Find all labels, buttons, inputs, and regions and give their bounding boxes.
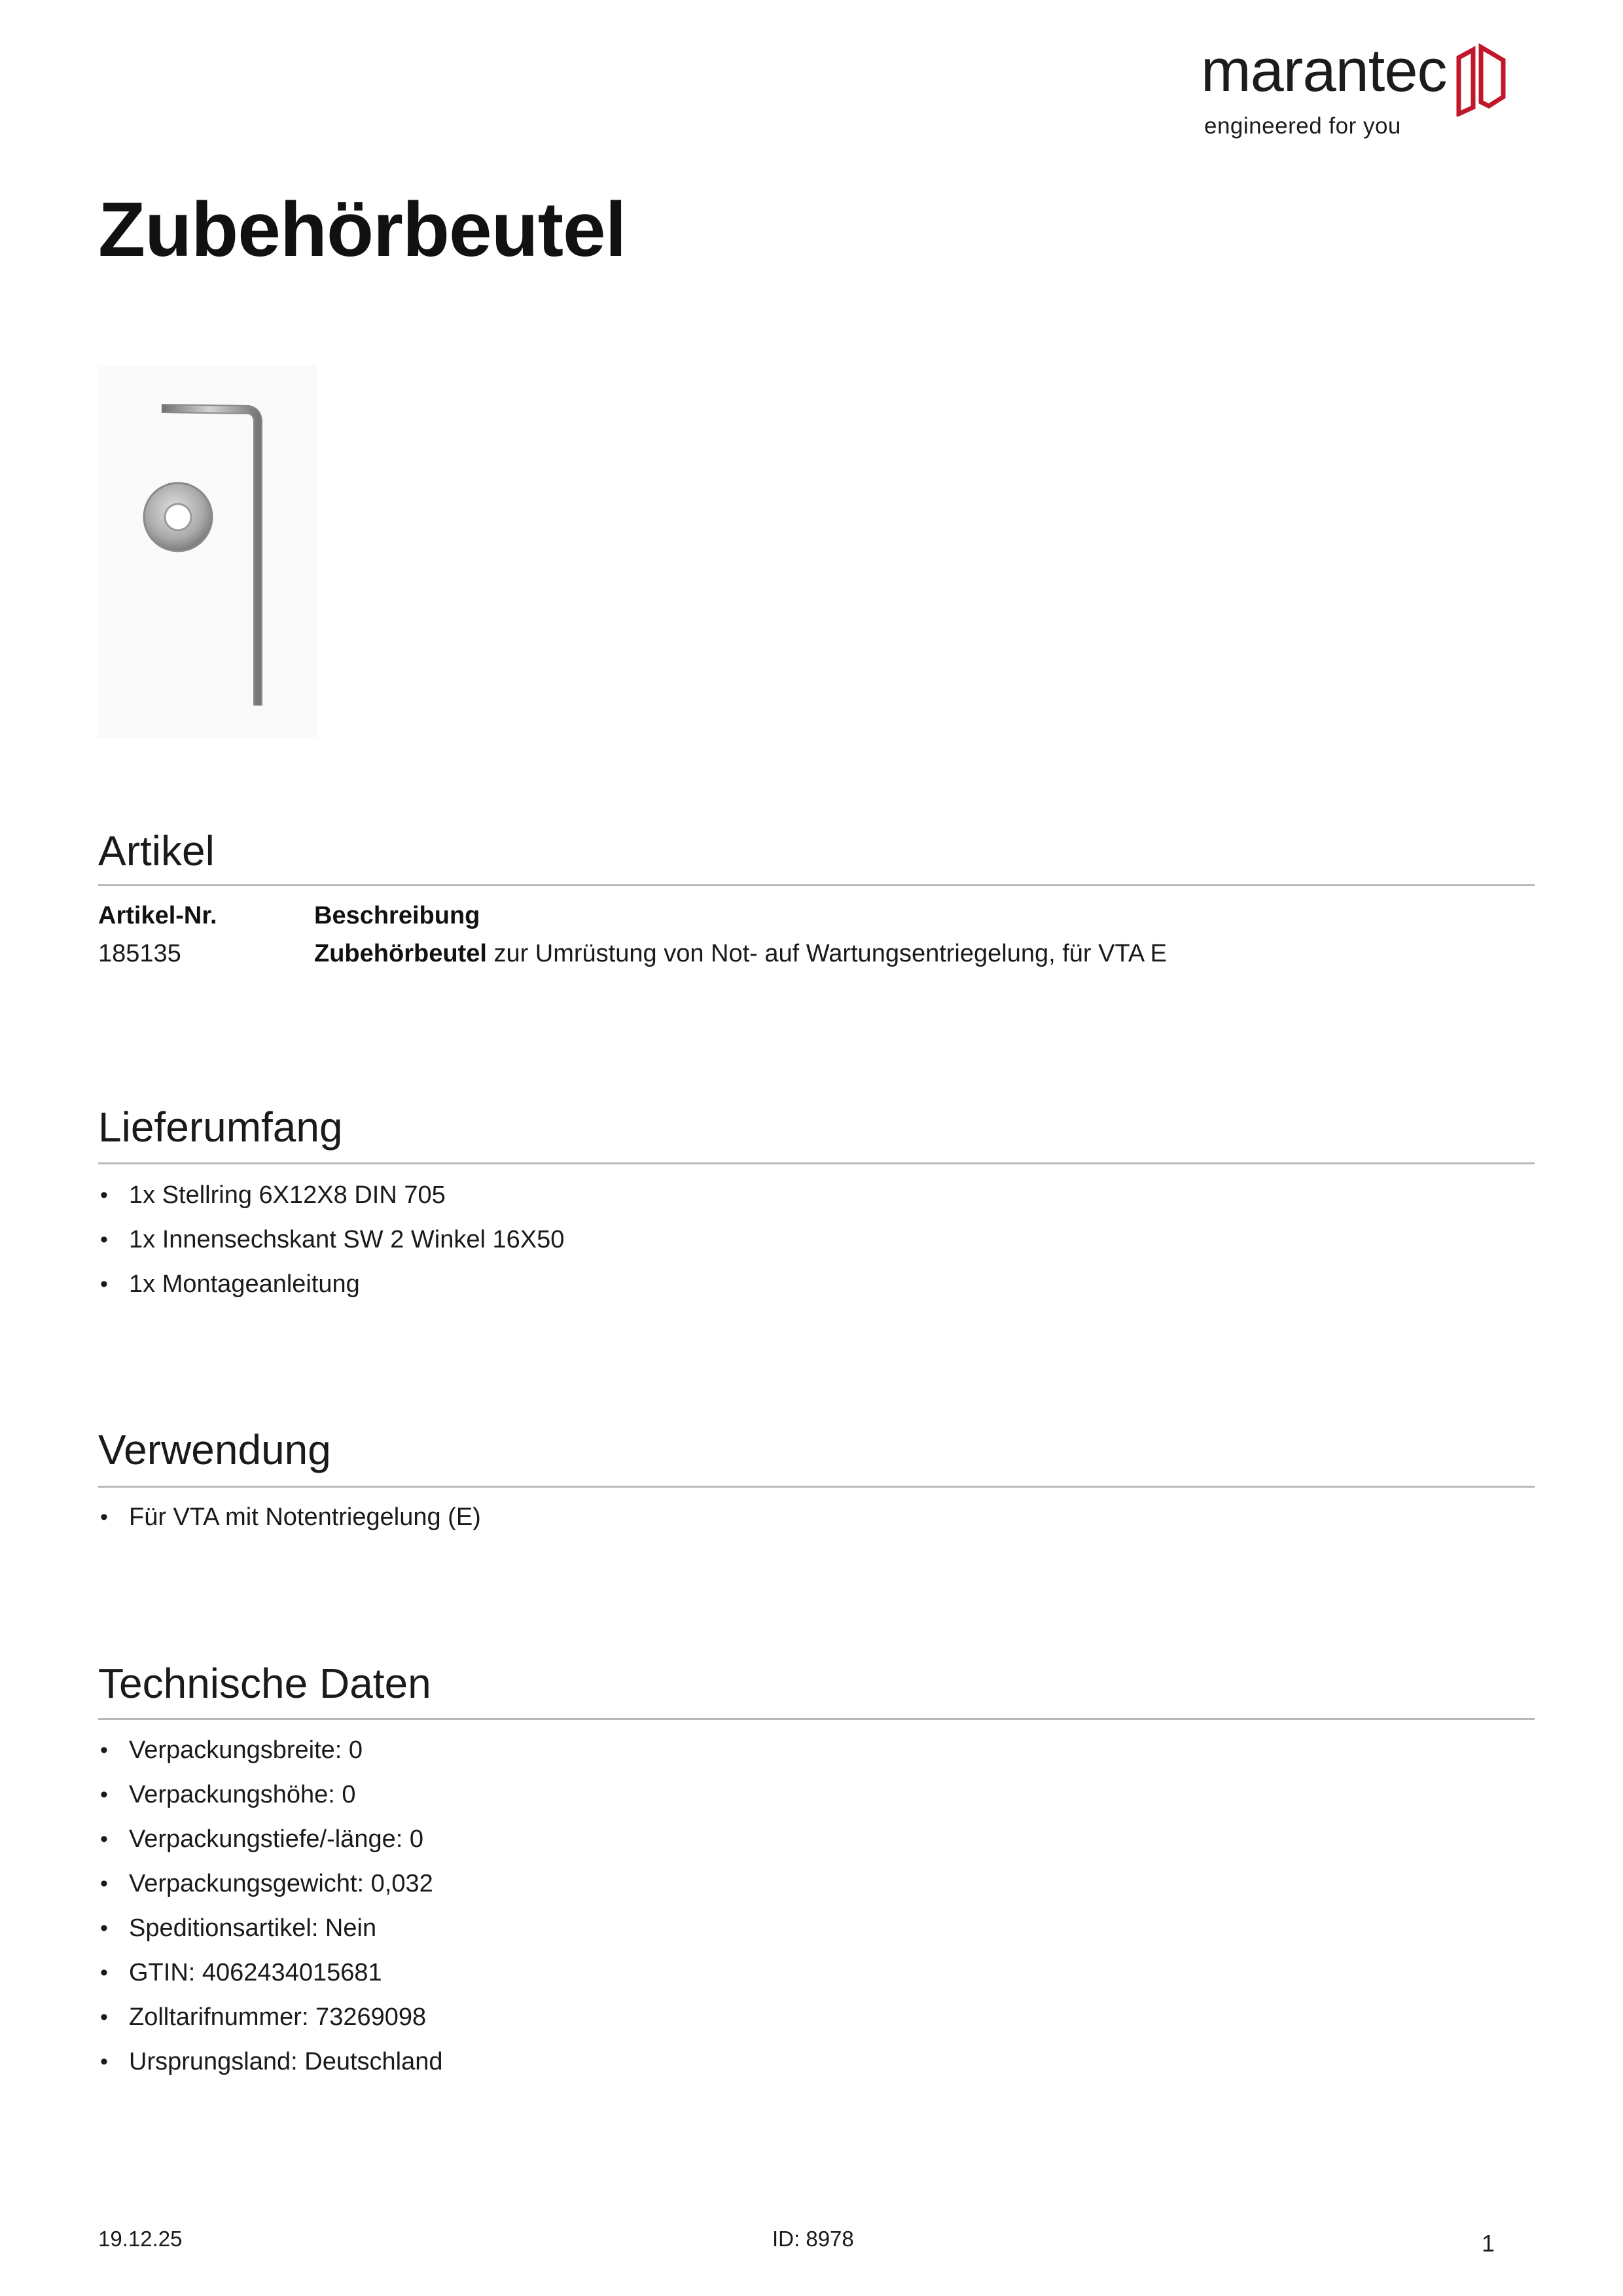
section-divider <box>98 1486 1535 1488</box>
brand-mark-icon <box>1455 43 1507 117</box>
section-divider <box>98 1162 1535 1164</box>
article-number: 185135 <box>98 940 181 967</box>
list-item: • Verpackungsbreite: 0 <box>98 1728 443 1772</box>
usage-list <box>98 1495 481 1539</box>
list-item: • Verpackungsgewicht: 0,032 <box>98 1861 443 1906</box>
list-item: • Zolltarifnummer: 73269098 <box>98 1995 443 2039</box>
footer-document-id: ID: 8978 <box>772 2227 854 2251</box>
page-title: Zubehörbeutel <box>98 187 626 273</box>
footer-page-number: 1 <box>1482 2230 1495 2257</box>
delivery-scope-list <box>98 1173 564 1306</box>
section-divider <box>98 884 1535 886</box>
section-heading-lieferumfang: Lieferumfang <box>98 1103 343 1151</box>
article-description-text: zur Umrüstung von Not- auf Wartungsentriegelung, für VTA E <box>493 940 1168 967</box>
brand-logo <box>1201 37 1515 152</box>
list-item: • Verpackungstiefe/-länge: 0 <box>98 1817 443 1861</box>
list-item: • 1x Stellring 6X12X8 DIN 705 <box>98 1173 564 1217</box>
brand-tagline: engineered for you <box>1204 113 1401 139</box>
list-item: • 1x Montageanleitung <box>98 1262 564 1306</box>
section-divider <box>98 1718 1535 1720</box>
list-item: • 1x Innensechskant SW 2 Winkel 16X50 <box>98 1217 564 1262</box>
article-name: Zubehörbeutel <box>314 940 487 967</box>
list-item: • Für VTA mit Notentriegelung (E) <box>98 1495 481 1539</box>
technical-data-list <box>98 1728 443 2084</box>
section-heading-artikel: Artikel <box>98 827 215 874</box>
article-description <box>314 941 1167 966</box>
product-photo-icon <box>98 365 317 738</box>
list-item: • Verpackungshöhe: 0 <box>98 1772 443 1817</box>
list-item: • Ursprungsland: Deutschland <box>98 2039 443 2084</box>
footer-date: 19.12.25 <box>98 2227 183 2251</box>
list-item: • GTIN: 4062434015681 <box>98 1950 443 1995</box>
column-header-article-number: Artikel-Nr. <box>98 902 217 929</box>
column-header-description: Beschreibung <box>314 902 480 929</box>
brand-name: marantec <box>1201 37 1447 104</box>
section-heading-verwendung: Verwendung <box>98 1426 331 1473</box>
list-item: • Speditionsartikel: Nein <box>98 1906 443 1950</box>
section-heading-technische-daten: Technische Daten <box>98 1660 431 1707</box>
